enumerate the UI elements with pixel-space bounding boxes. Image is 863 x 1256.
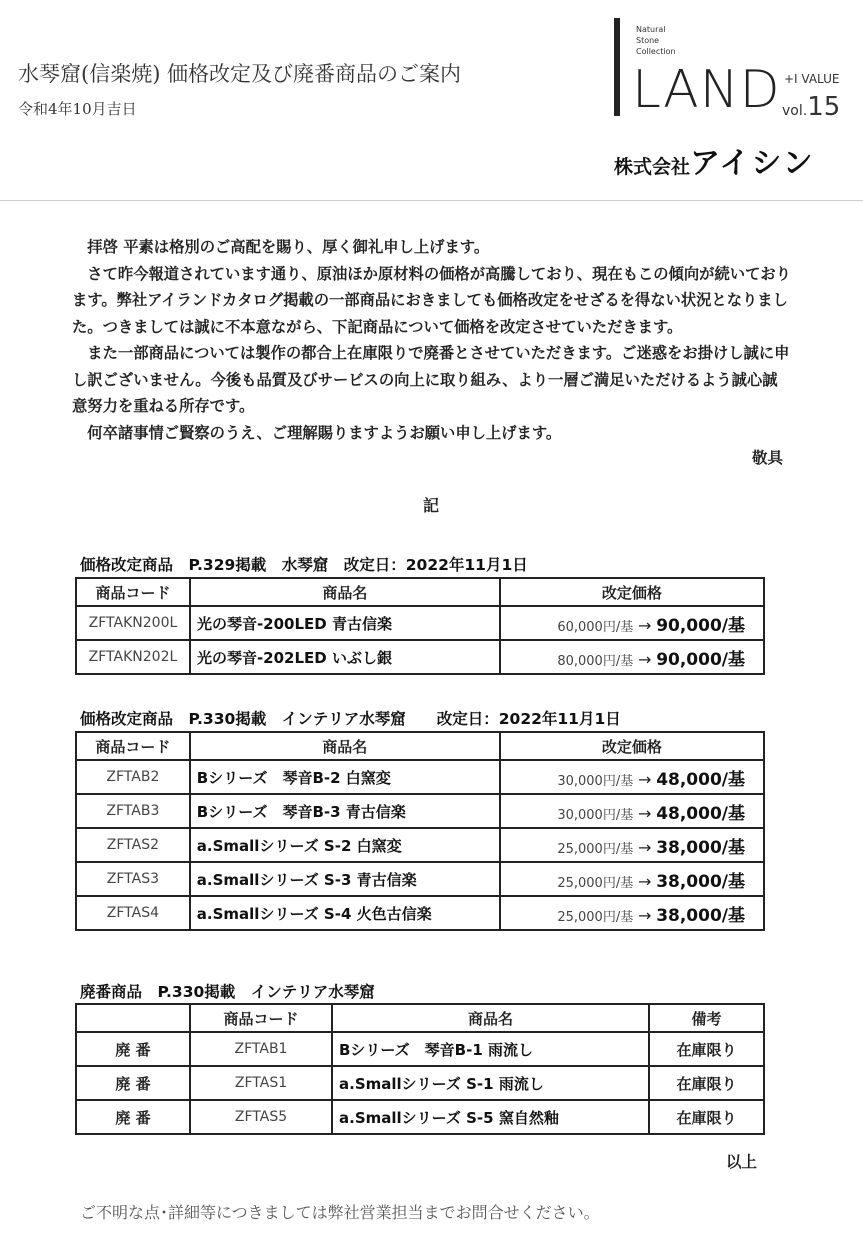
new-price: 38,000/基 <box>656 905 745 926</box>
status-cell: 廃 番 <box>76 1032 190 1066</box>
col-header: 備考 <box>649 1004 764 1032</box>
logo-natural: Natural <box>636 25 666 34</box>
new-price: 48,000/基 <box>656 803 745 824</box>
col-header: 商品コード <box>76 732 190 760</box>
header-divider <box>0 200 863 201</box>
document-title: 水琴窟(信楽焼) 価格改定及び廃番商品のご案内 <box>18 62 462 86</box>
product-code: ZFTAKN200L <box>76 606 190 640</box>
table-row <box>76 1066 764 1100</box>
table-row <box>76 760 764 794</box>
price-table-p330 <box>75 731 765 931</box>
new-price: 90,000/基 <box>656 649 745 670</box>
product-name: Bシリーズ 琴音B-3 青古信楽 <box>190 794 500 828</box>
col-header: 商品名 <box>190 578 500 606</box>
table-row <box>76 828 764 862</box>
section2-heading: 価格改定商品 P.330掲載 インテリア水琴窟 改定日：2022年11月1日 <box>80 710 621 728</box>
letter-paragraph: さて昨今報道されています通り、原油ほか原材料の価格が高騰しており、現在もこの傾向が続いております。弊社アイランドカタログ掲載の一部商品におきましても価格改定をせざるを得ない状況となりました。つきましては誠に不本意ながら、下記商品について価格を改定させていただきます。 <box>72 264 791 336</box>
product-name: a.Smallシリーズ S-1 雨流し <box>332 1066 649 1100</box>
old-price: 80,000円/基 <box>557 653 634 669</box>
product-code: ZFTAB1 <box>190 1032 332 1066</box>
col-header: 商品名 <box>332 1004 649 1032</box>
revised-price <box>500 794 764 828</box>
product-name: 光の琴音-202LED いぶし銀 <box>190 640 500 674</box>
product-code: ZFTAS3 <box>76 862 190 896</box>
arrow-icon: → <box>638 837 652 857</box>
arrow-icon: → <box>638 649 652 669</box>
status-cell: 廃 番 <box>76 1100 190 1134</box>
old-price: 25,000円/基 <box>557 875 634 891</box>
logo-collection: Collection <box>636 47 676 56</box>
product-code: ZFTAS1 <box>190 1066 332 1100</box>
product-code: ZFTAB2 <box>76 760 190 794</box>
arrow-icon: → <box>638 871 652 891</box>
old-price: 30,000円/基 <box>557 773 634 789</box>
section1-heading: 価格改定商品 P.329掲載 水琴窟 改定日：2022年11月1日 <box>80 556 528 574</box>
product-code: ZFTAS4 <box>76 896 190 930</box>
revised-price <box>500 862 764 896</box>
table-row <box>76 862 764 896</box>
table-row <box>76 794 764 828</box>
arrow-icon: → <box>638 803 652 823</box>
product-code: ZFTAS5 <box>190 1100 332 1134</box>
table-header-row <box>76 578 764 606</box>
logo-value: +I VALUE <box>784 72 840 86</box>
note-cell: 在庫限り <box>649 1032 764 1066</box>
table-row <box>76 640 764 674</box>
col-header: 改定価格 <box>500 578 764 606</box>
product-name: a.Smallシリーズ S-3 青古信楽 <box>190 862 500 896</box>
col-header: 改定価格 <box>500 732 764 760</box>
arrow-icon: → <box>638 615 652 635</box>
arrow-icon: → <box>638 769 652 789</box>
note-cell: 在庫限り <box>649 1066 764 1100</box>
company-name <box>614 138 815 182</box>
table-header-row <box>76 732 764 760</box>
closing-keigu: 敬具 <box>752 449 784 467</box>
section3-heading: 廃番商品 P.330掲載 インテリア水琴窟 <box>80 983 375 1001</box>
old-price: 25,000円/基 <box>557 841 634 857</box>
company-prefix: 株式会社 <box>614 156 691 178</box>
letter-paragraph: 何卒諸事情ご賢察のうえ、ご理解賜りますようお願い申し上げます。 <box>72 423 562 442</box>
product-name: a.Smallシリーズ S-5 窯自然釉 <box>332 1100 649 1134</box>
ki-mark: 記 <box>423 496 440 515</box>
old-price: 25,000円/基 <box>557 909 634 925</box>
col-header <box>76 1004 190 1032</box>
letter-paragraph: 拝啓 平素は格別のご高配を賜り、厚く御礼申し上げます。 <box>72 238 490 256</box>
product-name: a.Smallシリーズ S-2 白窯変 <box>190 828 500 862</box>
revised-price <box>500 640 764 674</box>
table-row <box>76 1100 764 1134</box>
col-header: 商品コード <box>76 578 190 606</box>
revised-price <box>500 828 764 862</box>
old-price: 60,000円/基 <box>557 619 634 635</box>
discontinued-table <box>75 1003 765 1135</box>
table-row <box>76 1032 764 1066</box>
logo-vol-number: 15 <box>807 92 841 122</box>
product-name: Bシリーズ 琴音B-1 雨流し <box>332 1032 649 1066</box>
logo-subtitle <box>636 24 676 57</box>
footer-note: ご不明な点･詳細等につきましては弊社営業担当までお問合せください。 <box>80 1203 600 1222</box>
note-cell: 在庫限り <box>649 1100 764 1134</box>
product-name: a.Smallシリーズ S-4 火色古信楽 <box>190 896 500 930</box>
col-header: 商品コード <box>190 1004 332 1032</box>
new-price: 90,000/基 <box>656 615 745 636</box>
revised-price <box>500 760 764 794</box>
revised-price <box>500 896 764 930</box>
letter-paragraph: また一部商品については製作の都合上在庫限りで廃番とさせていただきます。ご迷惑をお掛けし誠に申し訳ございません。今後も品質及びサービスの向上に取り組み、より一層ご満足いただけるよう誠心誠意努力を重ねる所存です。 <box>72 344 790 415</box>
product-code: ZFTAKN202L <box>76 640 190 674</box>
product-name: Bシリーズ 琴音B-2 白窯変 <box>190 760 500 794</box>
revised-price <box>500 606 764 640</box>
company-brand: アイシン <box>690 146 815 181</box>
new-price: 38,000/基 <box>656 871 745 892</box>
product-code: ZFTAS2 <box>76 828 190 862</box>
logo-bar <box>614 18 620 116</box>
island-logo <box>612 14 852 181</box>
table-row <box>76 896 764 930</box>
table-header-row <box>76 1004 764 1032</box>
closing-ijo: 以上 <box>726 1153 758 1171</box>
product-code: ZFTAB3 <box>76 794 190 828</box>
logo-stone: Stone <box>636 36 660 45</box>
letter-body <box>72 234 792 446</box>
logo-vol-prefix: vol. <box>782 103 808 119</box>
product-name: 光の琴音-200LED 青古信楽 <box>190 606 500 640</box>
arrow-icon: → <box>638 905 652 925</box>
new-price: 48,000/基 <box>656 769 745 790</box>
table-row <box>76 606 764 640</box>
price-table-p329 <box>75 577 765 675</box>
document-date: 令和4年10月吉日 <box>18 100 137 118</box>
logo-land: LAND <box>632 60 781 120</box>
old-price: 30,000円/基 <box>557 807 634 823</box>
status-cell: 廃 番 <box>76 1066 190 1100</box>
col-header: 商品名 <box>190 732 500 760</box>
new-price: 38,000/基 <box>656 837 745 858</box>
logo-vol <box>782 92 840 122</box>
